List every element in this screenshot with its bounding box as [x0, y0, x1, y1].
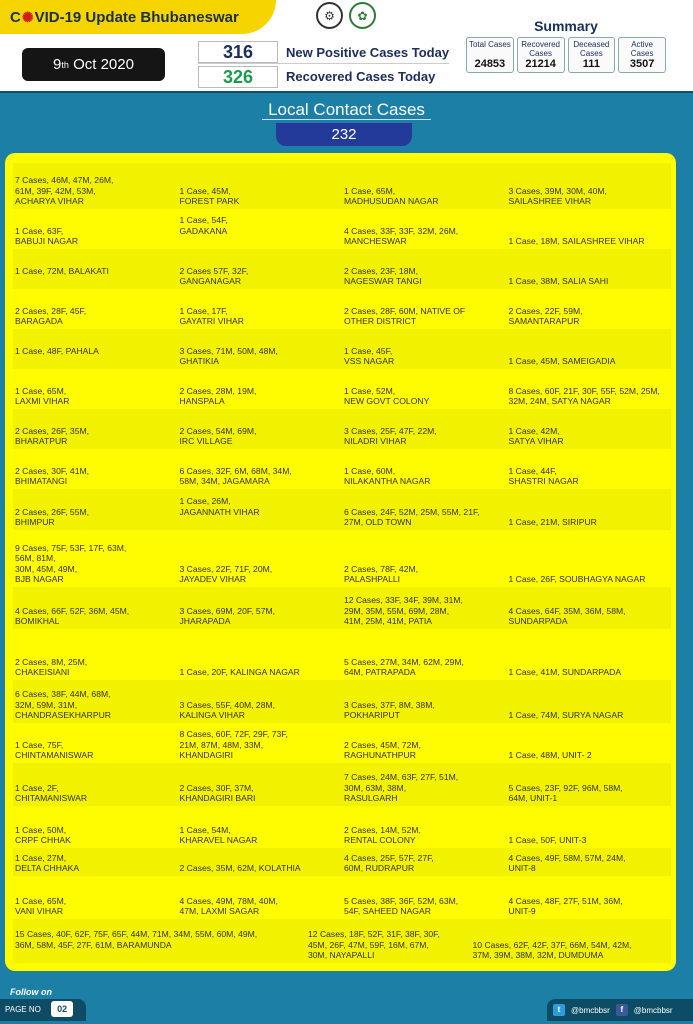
today-counts [198, 41, 449, 89]
table-cell: 3 Cases, 39M, 30M, 40M, SAILASHREE VIHAR [508, 185, 607, 207]
table-row [13, 587, 671, 629]
table-cell: 2 Cases, 23F, 18M, NAGESWAR TANGI [344, 265, 422, 287]
table-cell: 8 Cases, 60F, 72F, 29F, 73F, 21M, 87M, 48M, 33M, KHANDAGIRI [179, 729, 288, 761]
table-cell: 2 Cases, 22F, 59M, SAMANTARAPUR [508, 305, 583, 327]
table-cell: 1 Case, 2F, CHITAMANISWAR [15, 782, 88, 804]
table-cell: 1 Case, 72M, BALAKATI [15, 265, 109, 276]
local-contact-count: 232 [276, 123, 412, 146]
table-row [13, 409, 671, 449]
table-cell: 10 Cases, 62F, 42F, 37F, 66M, 54M, 42M, 37M, 39M, 38M, 32M, DUMDUMA [472, 939, 632, 961]
table-cell: 6 Cases, 24F, 52M, 25M, 55M, 21F, 27M, OLD TOWN [344, 506, 480, 528]
facebook-icon[interactable]: f [616, 1004, 628, 1016]
cases-grid [13, 163, 671, 963]
table-cell: 1 Case, 27M, DELTA CHHAKA [15, 852, 80, 874]
local-contact-title [0, 100, 693, 120]
table-cell: 4 Cases, 48F, 27F, 51M, 36M, UNIT-9 [508, 895, 623, 917]
table-cell: 1 Case, 20F, KALINGA NAGAR [179, 667, 300, 678]
table-cell: 6 Cases, 32F, 6M, 68M, 34M, 58M, 34M, JAGAMARA [179, 465, 292, 487]
table-cell: 2 Cases, 26F, 55M, BHIMPUR [15, 506, 90, 528]
table-cell: 1 Case, 21M, SIRIPUR [508, 517, 597, 528]
new-positive-row [198, 41, 449, 64]
page-title [0, 0, 276, 34]
table-cell: 2 Cases, 45M, 72M, RAGHUNATHPUR [344, 739, 421, 761]
table-row [13, 163, 671, 209]
summary-title: Summary [534, 18, 598, 34]
table-row [13, 489, 671, 530]
local-contact-title-text: Local Contact Cases [262, 100, 431, 120]
table-cell: 2 Cases, 35M, 62M, KOLATHIA [179, 863, 301, 874]
table-cell: 3 Cases, 37F, 8M, 38M, POKHARIPUT [344, 699, 435, 721]
twitter-icon[interactable]: t [553, 1004, 565, 1016]
table-cell: 1 Case, 48M, UNIT- 2 [508, 750, 592, 761]
recovered-row [198, 65, 449, 88]
summary-cell [466, 37, 514, 73]
table-row [13, 876, 671, 919]
follow-label: Follow on [10, 987, 52, 997]
table-cell: 4 Cases, 49F, 58M, 57M, 24M, UNIT-8 [508, 852, 626, 874]
table-cell: 12 Cases, 18F, 52F, 31F, 38F, 30F, 45M, 26F, 47M, 59F, 16M, 67M, 30M, NAYAPALLI [308, 929, 440, 961]
table-row [13, 919, 671, 963]
table-cell: 4 Cases, 25F, 57F, 27F, 60M, RUDRAPUR [344, 852, 434, 874]
table-row [13, 449, 671, 489]
twitter-handle[interactable]: @bmcbbsr [571, 1005, 610, 1015]
table-cell: 8 Cases, 60F, 21F, 30F, 55F, 52M, 25M, 32M, 24M, SATYA NAGAR [508, 385, 660, 407]
date-box [22, 48, 165, 81]
table-cell: 1 Case, 26M, JAGANNATH VIHAR [179, 496, 260, 517]
table-cell: 5 Cases, 23F, 92F, 96M, 58M, 64M, UNIT-1 [508, 782, 623, 804]
table-cell: 1 Case, 65M, LAXMI VIHAR [15, 385, 70, 407]
table-row [13, 289, 671, 329]
table-cell: 15 Cases, 40F, 62F, 75F, 65F, 44M, 71M, 34M, 55M, 60M, 49M, 36M, 58M, 45F, 27F, 61M, BARAMUNDA [15, 929, 258, 950]
new-positive-value: 316 [198, 41, 278, 63]
summary-cell-label: Deceased Cases [573, 40, 610, 58]
table-row [13, 723, 671, 763]
facebook-handle[interactable]: @bmcbbsr [633, 1005, 673, 1015]
table-cell: 1 Case, 44F, SHASTRI NAGAR [508, 465, 579, 487]
table-cell: 1 Case, 48F, PAHALA [15, 345, 99, 356]
cases-panel [5, 153, 676, 971]
page-number [0, 999, 86, 1021]
summary-cell-label: Total Cases [468, 40, 511, 49]
summary-cell-value: 24853 [474, 58, 506, 70]
table-cell: 5 Cases, 38F, 36F, 52M, 63M, 54F, SAHEED NAGAR [344, 895, 459, 917]
table-row [13, 763, 671, 806]
header [0, 0, 693, 93]
table-cell: 9 Cases, 75F, 53F, 17F, 63M, 56M, 81M, 30M, 45M, 49M, BJB NAGAR [15, 542, 127, 585]
recovered-label: Recovered Cases Today [286, 69, 436, 84]
table-cell: 6 Cases, 38F, 44M, 68M, 32M, 59M, 31M, CHANDRASEKHARPUR [15, 689, 111, 721]
summary-cell-value: 21214 [525, 58, 556, 70]
summary-cell [568, 37, 616, 73]
table-cell: 3 Cases, 25F, 47F, 22M, NILADRI VIHAR [344, 425, 437, 447]
table-row [13, 329, 671, 369]
table-cell: 4 Cases, 49M, 78M, 40M, 47M, LAXMI SAGAR [179, 895, 278, 917]
summary [466, 18, 666, 73]
table-cell: 4 Cases, 66F, 52F, 36M, 45M, BOMIKHAL [15, 605, 130, 627]
table-cell: 1 Case, 18M, SAILASHREE VIHAR [508, 236, 645, 247]
table-cell: 1 Case, 50F, UNIT-3 [508, 835, 587, 846]
table-cell: 2 Cases, 30F, 37M, KHANDAGIRI BARI [179, 782, 256, 804]
table-row [13, 530, 671, 587]
table-cell: 1 Case, 63F, BABUJI NAGAR [15, 225, 79, 247]
date-suffix: th [61, 59, 69, 70]
social-links [547, 999, 693, 1021]
summary-cell-value: 111 [582, 58, 600, 70]
table-cell: 2 Cases, 28F, 60M, NATIVE OF OTHER DISTRICT [344, 305, 466, 327]
table-cell: 2 Cases, 78F, 42M, PALASHPALLI [344, 563, 419, 585]
table-row [13, 249, 671, 289]
table-cell: 1 Case, 41M, SUNDARPADA [508, 667, 622, 678]
table-cell: 1 Case, 74M, SURYA NAGAR [508, 710, 624, 721]
table-cell: 1 Case, 45F, VSS NAGAR [344, 345, 395, 367]
table-cell: 1 Case, 75F, CHINTAMANISWAR [15, 739, 94, 761]
table-cell: 2 Cases, 30F, 41M, BHIMATANGI [15, 465, 90, 487]
summary-cell-label: Recovered Cases [521, 40, 560, 58]
table-cell: 2 Cases, 28M, 19M, HANSPALA [179, 385, 257, 407]
table-cell: 1 Case, 17F, GAYATRI VIHAR [179, 305, 244, 327]
table-cell: 2 Cases, 26F, 35M, BHARATPUR [15, 425, 90, 447]
table-cell: 4 Cases, 33F, 33F, 32M, 26M, MANCHESWAR [344, 225, 459, 247]
table-cell: 4 Cases, 64F, 35M, 36M, 58M, SUNDARPADA [508, 605, 626, 627]
table-cell: 2 Cases, 28F, 45F, BARAGADA [15, 305, 87, 327]
table-row [13, 848, 671, 876]
table-cell: 1 Case, 65M, VANI VIHAR [15, 895, 67, 917]
summary-cell [517, 37, 565, 73]
title-suffix: VID-19 Update Bhubaneswar [34, 8, 239, 26]
table-cell: 3 Cases, 69M, 20F, 57M, JHARAPADA [179, 605, 276, 627]
table-cell: 1 Case, 52M, NEW GOVT COLONY [344, 385, 430, 407]
table-cell: 1 Case, 50M, CRPF CHHAK [15, 824, 71, 846]
table-row [13, 629, 671, 680]
logos [316, 2, 376, 29]
table-cell: 1 Case, 26F, SOUBHAGYA NAGAR [508, 574, 646, 585]
table-cell: 7 Cases, 24M, 63F, 27F, 51M, 30M, 63M, 38M, RASULGARH [344, 772, 459, 804]
new-positive-label: New Positive Cases Today [286, 44, 450, 60]
table-cell: 3 Cases, 71M, 50M, 48M, GHATIKIA [179, 345, 278, 367]
table-cell: 1 Case, 38M, SALIA SAHI [508, 276, 609, 287]
table-cell: 7 Cases, 46M, 47M, 26M, 61M, 39F, 42M, 53M, ACHARYA VIHAR [15, 175, 114, 207]
date-rest: Oct 2020 [68, 56, 134, 73]
summary-cell [618, 37, 666, 73]
table-cell: 2 Cases, 14M, 52M, RENTAL COLONY [344, 824, 421, 846]
table-cell: 2 Cases, 54M, 69M, IRC VILLAGE [179, 425, 257, 447]
table-cell: 1 Case, 65M, MADHUSUDAN NAGAR [344, 185, 439, 207]
table-cell: 1 Case, 42M, SATYA VIHAR [508, 425, 564, 447]
table-cell: 2 Cases, 8M, 25M, CHAKEISIANI [15, 656, 88, 678]
footer [0, 985, 693, 1024]
table-cell: 12 Cases, 33F, 34F, 39M, 31M, 29M, 35M, 55M, 69M, 28M, 41M, 25M, 41M, PATIA [344, 595, 463, 627]
table-row [13, 209, 671, 249]
page-no: 02 [51, 1001, 73, 1017]
title-prefix: C [10, 8, 21, 26]
virus-icon: ✺ [21, 8, 34, 25]
summary-cells [466, 37, 666, 73]
table-cell: 3 Cases, 55F, 40M, 28M, KALINGA VIHAR [179, 699, 276, 721]
table-cell: 1 Case, 45M, SAMEIGADIA [508, 356, 616, 367]
table-cell: 5 Cases, 27M, 34M, 62M, 29M, 64M, PATRAPADA [344, 656, 464, 678]
page-label: PAGE NO [5, 1005, 41, 1014]
odisha-emblem-icon: ✿ [349, 2, 376, 29]
summary-cell-value: 3507 [629, 58, 655, 70]
summary-cell-label: Active Cases [630, 40, 654, 58]
recovered-value: 326 [198, 66, 278, 88]
table-row [13, 369, 671, 409]
table-row [13, 680, 671, 723]
table-cell: 1 Case, 54F, GADAKANA [179, 215, 228, 236]
table-row [13, 806, 671, 848]
bmc-logo-icon: ⚙ [316, 2, 343, 29]
table-cell: 3 Cases, 22F, 71F, 20M, JAYADEV VIHAR [179, 563, 273, 585]
table-cell: 2 Cases 57F, 32F, GANGANAGAR [179, 265, 249, 287]
table-cell: 1 Case, 60M, NILAKANTHA NAGAR [344, 465, 431, 487]
table-cell: 1 Case, 45M, FOREST PARK [179, 185, 240, 207]
date-day: 9 [53, 56, 62, 73]
table-cell: 1 Case, 54M, KHARAVEL NAGAR [179, 824, 258, 846]
